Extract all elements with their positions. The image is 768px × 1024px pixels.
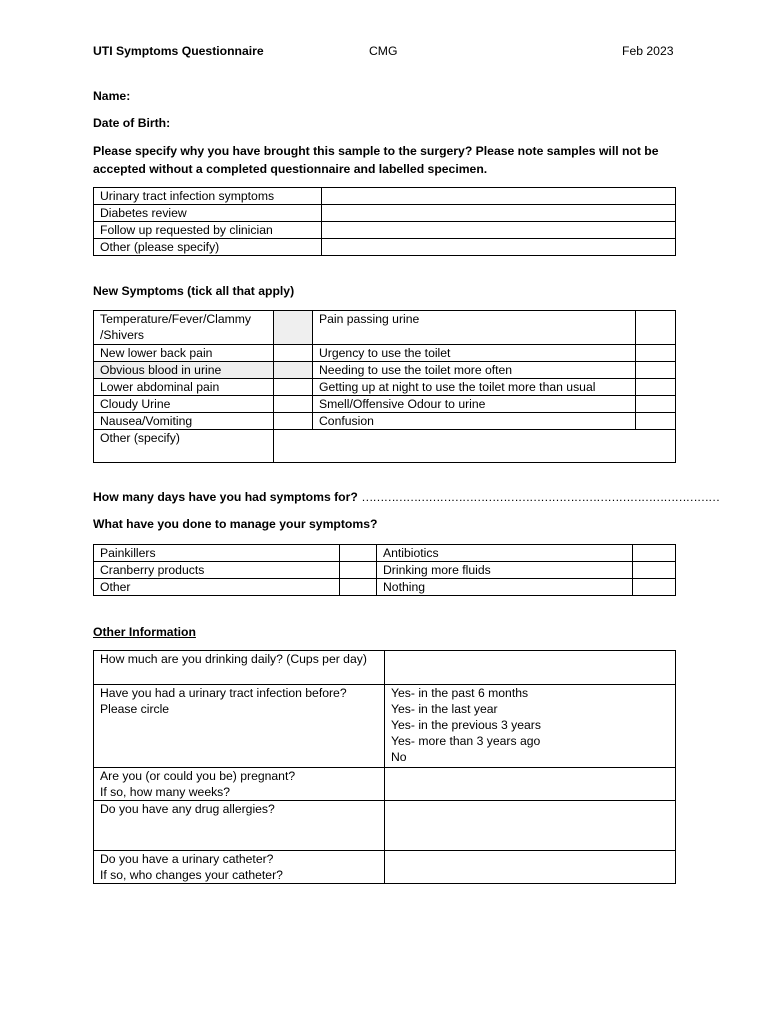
pregnancy-question-line: Are you (or could you be) pregnant? (100, 769, 296, 783)
uti-option[interactable]: Yes- more than 3 years ago (391, 734, 541, 748)
symptom-tick-box[interactable] (274, 345, 313, 362)
management-tick-box[interactable] (340, 545, 377, 562)
symptom-label: Urgency to use the toilet (313, 345, 636, 362)
symptom-label: Cloudy Urine (94, 396, 274, 413)
symptom-tick-box[interactable] (636, 413, 676, 430)
symptom-label: Temperature/Fever/Clammy /Shivers (94, 311, 274, 345)
reason-option: Other (please specify) (94, 239, 322, 256)
symptom-other-field[interactable] (274, 430, 676, 463)
symptoms-table (93, 310, 676, 463)
name-label: Name: (93, 89, 131, 103)
uti-before-instruction: Please circle (100, 702, 170, 716)
duration-question (93, 490, 719, 504)
management-tick-box[interactable] (633, 579, 676, 596)
reason-answer-cell[interactable] (322, 188, 676, 205)
management-tick-box[interactable] (340, 579, 377, 596)
reason-table (93, 187, 676, 256)
reason-prompt: Please specify why you have brought this sample to the surgery? Please note samples will not be accepted without a completed questionnaire and labelled specimen. (93, 144, 659, 176)
management-label: Painkillers (94, 545, 340, 562)
symptom-tick-box[interactable] (274, 396, 313, 413)
allergies-question: Do you have any drug allergies? (94, 801, 385, 851)
management-tick-box[interactable] (633, 545, 676, 562)
symptom-tick-box[interactable] (636, 362, 676, 379)
symptom-label: New lower back pain (94, 345, 274, 362)
reason-answer-cell[interactable] (322, 222, 676, 239)
drinking-question: How much are you drinking daily? (Cups per day) (94, 651, 385, 685)
uti-before-options (385, 685, 676, 768)
management-question: What have you done to manage your symptoms? (93, 517, 378, 531)
management-label: Nothing (377, 579, 633, 596)
symptom-label: Lower abdominal pain (94, 379, 274, 396)
symptoms-heading: New Symptoms (tick all that apply) (93, 284, 295, 298)
uti-option[interactable]: No (391, 750, 407, 764)
catheter-question (94, 851, 385, 884)
uti-before-question-line: Have you had a urinary tract infection before? (100, 686, 347, 700)
uti-before-question (94, 685, 385, 768)
organisation-code: CMG (369, 44, 398, 58)
document-title: UTI Symptoms Questionnaire (93, 44, 264, 58)
drinking-answer-cell[interactable] (385, 651, 676, 685)
uti-option[interactable]: Yes- in the previous 3 years (391, 718, 541, 732)
symptom-tick-box[interactable] (636, 379, 676, 396)
symptom-label: Pain passing urine (313, 311, 636, 345)
management-label: Drinking more fluids (377, 562, 633, 579)
other-info-table (93, 650, 676, 884)
symptom-label: Needing to use the toilet more often (313, 362, 636, 379)
symptom-label: Nausea/Vomiting (94, 413, 274, 430)
management-tick-box[interactable] (633, 562, 676, 579)
reason-option: Urinary tract infection symptoms (94, 188, 322, 205)
management-tick-box[interactable] (340, 562, 377, 579)
symptom-tick-box[interactable] (636, 345, 676, 362)
reason-answer-cell[interactable] (322, 205, 676, 222)
uti-option[interactable]: Yes- in the last year (391, 702, 498, 716)
dob-label: Date of Birth: (93, 116, 171, 130)
symptom-tick-box[interactable] (274, 362, 313, 379)
allergies-answer-cell[interactable] (385, 801, 676, 851)
reason-option: Diabetes review (94, 205, 322, 222)
document-date: Feb 2023 (622, 44, 674, 58)
pregnancy-question (94, 768, 385, 801)
symptom-label: Confusion (313, 413, 636, 430)
catheter-changer-line: If so, who changes your catheter? (100, 868, 283, 882)
duration-question-text: How many days have you had symptoms for? (93, 490, 358, 504)
symptom-other-label: Other (specify) (94, 430, 274, 463)
catheter-question-line: Do you have a urinary catheter? (100, 852, 274, 866)
pregnancy-answer-cell[interactable] (385, 768, 676, 801)
duration-answer-line[interactable]: …………………………………………………………………………………… (361, 490, 720, 504)
management-label: Antibiotics (377, 545, 633, 562)
symptom-label: Getting up at night to use the toilet more than usual (313, 379, 636, 396)
reason-option: Follow up requested by clinician (94, 222, 322, 239)
management-label: Other (94, 579, 340, 596)
catheter-answer-cell[interactable] (385, 851, 676, 884)
symptom-tick-box[interactable] (636, 311, 676, 345)
symptom-label: Obvious blood in urine (94, 362, 274, 379)
management-table (93, 544, 676, 596)
symptom-tick-box[interactable] (274, 413, 313, 430)
reason-answer-cell[interactable] (322, 239, 676, 256)
pregnancy-weeks-line: If so, how many weeks? (100, 785, 231, 799)
symptom-tick-box[interactable] (274, 379, 313, 396)
other-info-heading: Other Information (93, 625, 196, 639)
management-label: Cranberry products (94, 562, 340, 579)
symptom-label: Smell/Offensive Odour to urine (313, 396, 636, 413)
symptom-tick-box[interactable] (636, 396, 676, 413)
symptom-tick-box[interactable] (274, 311, 313, 345)
uti-option[interactable]: Yes- in the past 6 months (391, 686, 529, 700)
